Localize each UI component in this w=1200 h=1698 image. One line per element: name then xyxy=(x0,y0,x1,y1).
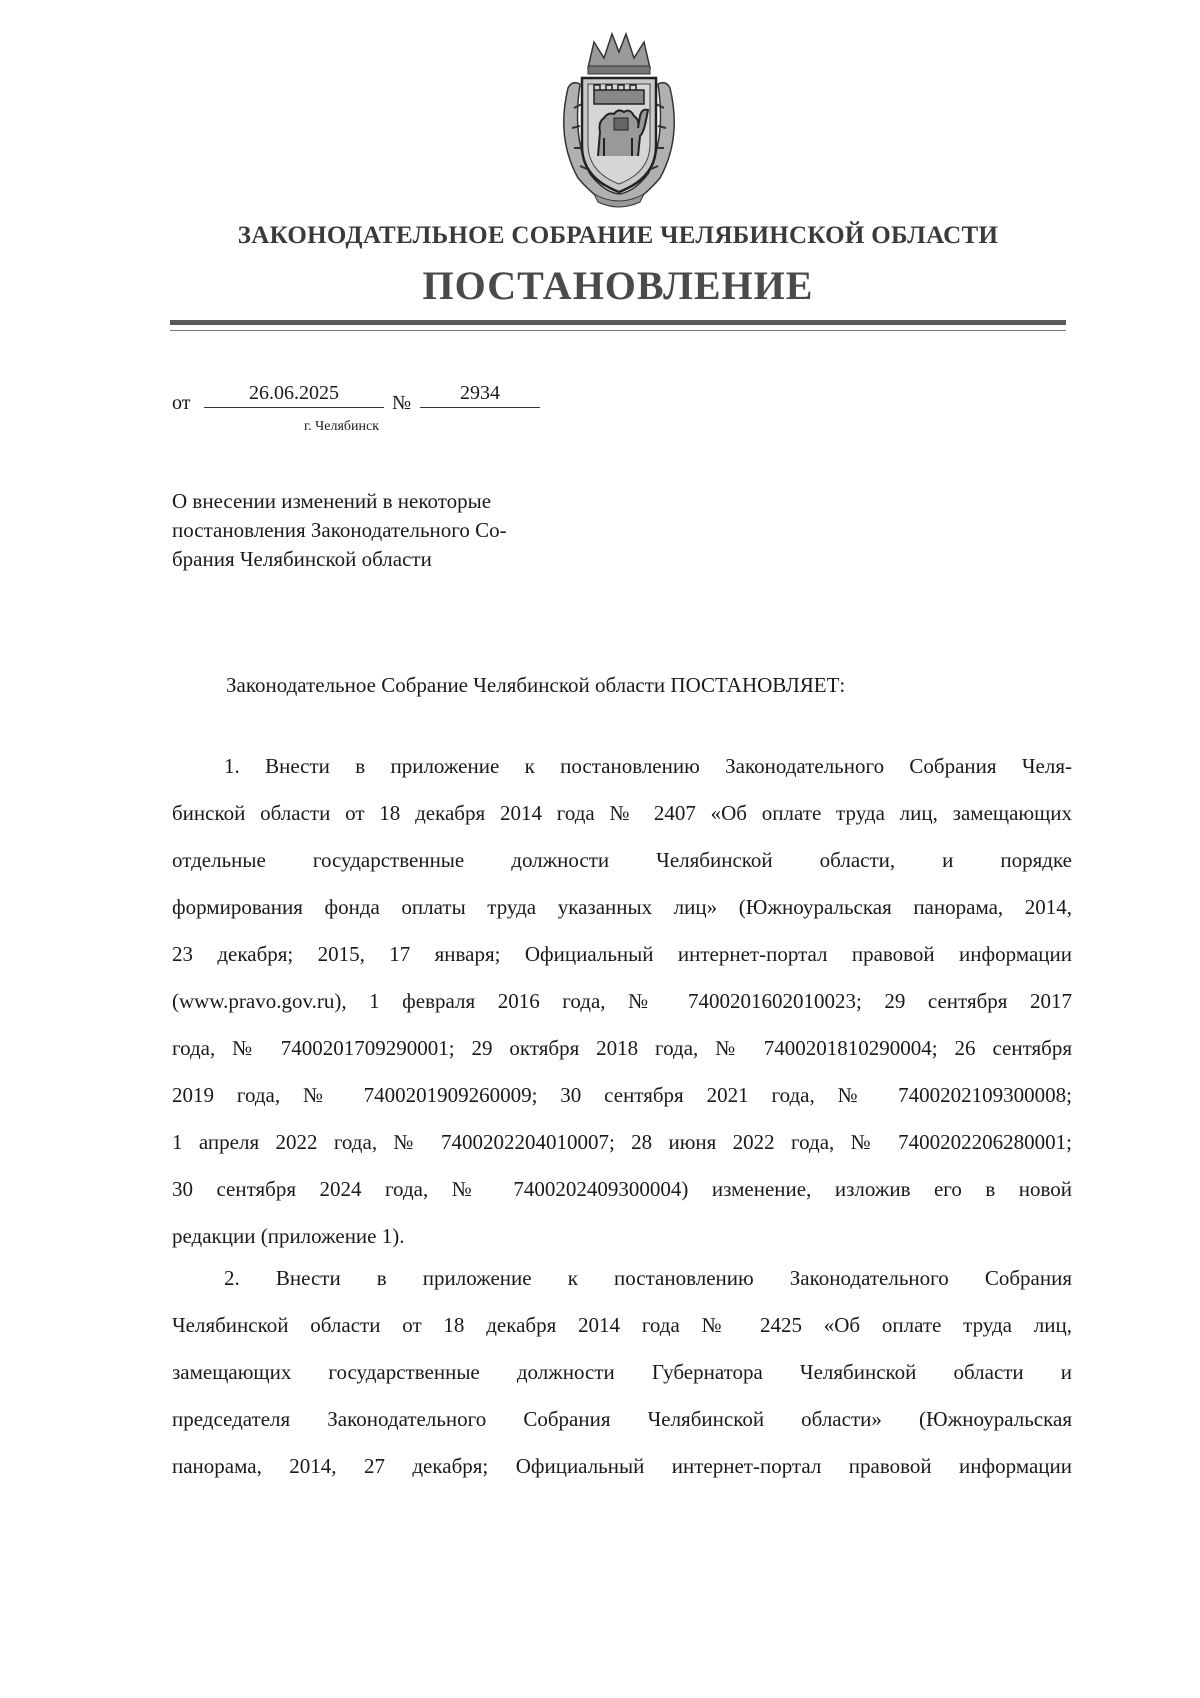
paragraph-line: года, № 7400201709290001; 29 октября 2018 года, № 7400201810290004; 26 сентября xyxy=(172,1036,1072,1060)
paragraph-line: председателя Законодательного Собрания Челябинской области» (Южноуральская xyxy=(172,1407,1072,1431)
paragraph-line: 1 апреля 2022 года, № 7400202204010007; 28 июня 2022 года, № 7400202206280001; xyxy=(172,1130,1072,1154)
paragraph-line: отдельные государственные должности Челябинской области, и порядке xyxy=(172,848,1072,872)
paragraph-line: 2019 года, № 7400201909260009; 30 сентября 2021 года, № 7400202109300008; xyxy=(172,1083,1072,1107)
paragraph-line: редакции (приложение 1). xyxy=(172,1224,405,1248)
number-label: № xyxy=(392,392,412,414)
document-number: 2934 xyxy=(420,382,540,408)
paragraph-line: 2. Внести в приложение к постановлению Законодательного Собрания xyxy=(224,1266,1072,1290)
date-number-row xyxy=(172,382,552,414)
subject-line: постановления Законодательного Со- xyxy=(172,518,507,542)
paragraph-line: панорама, 2014, 27 декабря; Официальный интернет-портал правовой информации xyxy=(172,1454,1072,1478)
subject-line: брания Челябинской области xyxy=(172,547,432,571)
date-label: от xyxy=(172,392,191,414)
paragraph-line: формирования фонда оплаты труда указанных лиц» (Южноуральская панорама, 2014, xyxy=(172,895,1072,919)
paragraph-line: замещающих государственные должности Губернатора Челябинской области и xyxy=(172,1360,1072,1384)
paragraph-line: Челябинской области от 18 декабря 2014 года № 2425 «Об оплате труда лиц, xyxy=(172,1313,1072,1337)
header-rule-thin xyxy=(170,330,1066,331)
paragraph-line: бинской области от 18 декабря 2014 года № 2407 «Об оплате труда лиц, замещающих xyxy=(172,801,1072,825)
city-label: г. Челябинск xyxy=(304,419,380,434)
paragraph-line: 23 декабря; 2015, 17 января; Официальный интернет-портал правовой информации xyxy=(172,942,1072,966)
organization-title: ЗАКОНОДАТЕЛЬНОЕ СОБРАНИЕ ЧЕЛЯБИНСКОЙ ОБЛАСТИ xyxy=(237,222,999,249)
document-type-title: ПОСТАНОВЛЕНИЕ xyxy=(422,263,814,308)
coat-of-arms-emblem xyxy=(548,28,690,210)
paragraph-line: 30 сентября 2024 года, № 7400202409300004) изменение, изложив его в новой xyxy=(172,1177,1072,1201)
document-date: 26.06.2025 xyxy=(204,382,384,408)
paragraph-line: 1. Внести в приложение к постановлению Законодательного Собрания Челя- xyxy=(224,754,1072,778)
header-rule-thick xyxy=(170,320,1066,325)
document-subject xyxy=(172,487,562,574)
paragraph-line: (www.pravo.gov.ru), 1 февраля 2016 года, № 7400201602010023; 29 сентября 2017 xyxy=(172,989,1072,1013)
subject-line: О внесении изменений в некоторые xyxy=(172,489,492,513)
preamble-text: Законодательное Собрание Челябинской области ПОСТАНОВЛЯЕТ: xyxy=(226,673,846,697)
